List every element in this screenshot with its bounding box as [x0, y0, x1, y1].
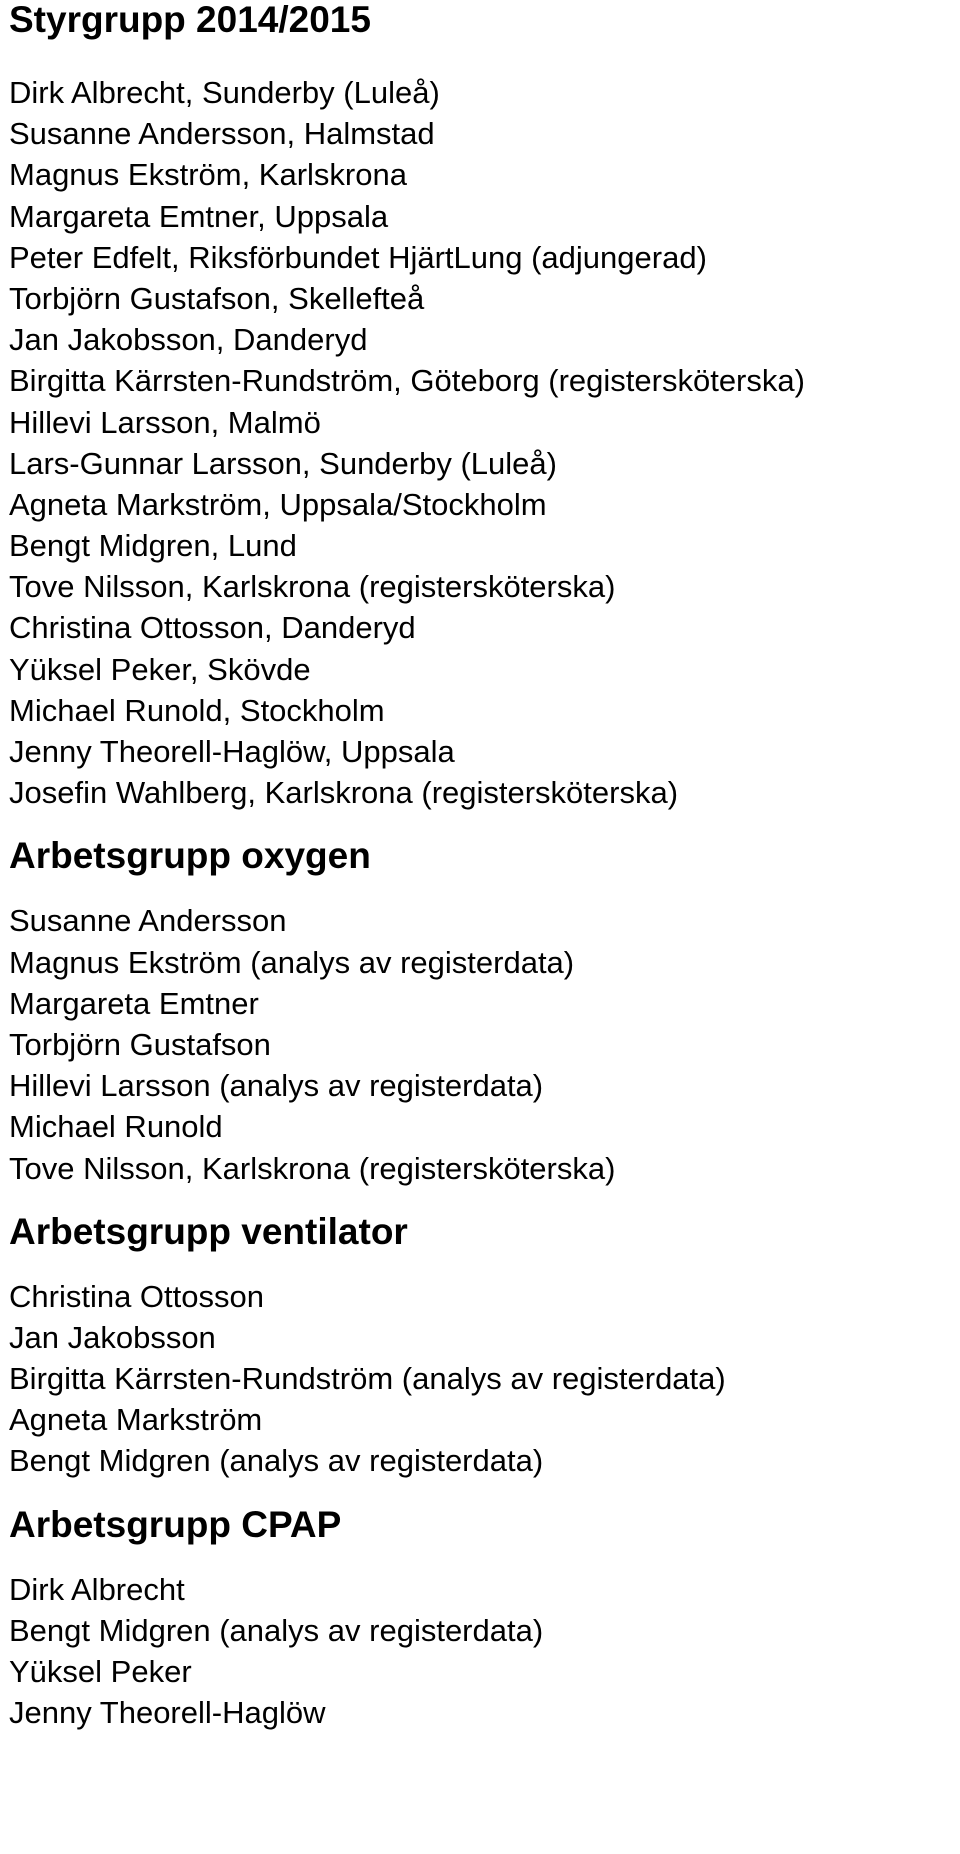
list-item: Bengt Midgren (analys av registerdata) [9, 1612, 544, 1648]
list-item: Jan Jakobsson [9, 1319, 216, 1355]
list-item: Jenny Theorell-Haglöw [9, 1695, 326, 1731]
section-title-cpap: Arbetsgrupp CPAP [9, 1503, 342, 1545]
list-item: Birgitta Kärrsten-Rundström (analys av registerdata) [9, 1361, 726, 1397]
spacer [9, 1189, 954, 1213]
list-item: Torbjörn Gustafson [9, 1026, 271, 1062]
cpap-member-list [9, 1569, 954, 1734]
list-item: Agneta Markström [9, 1402, 263, 1438]
section-title-oxygen: Arbetsgrupp oxygen [9, 835, 371, 877]
spacer [9, 1482, 954, 1506]
list-item: Lars-Gunnar Larsson, Sunderby (Luleå) [9, 445, 557, 481]
document-page [9, 0, 954, 1733]
list-item: Margareta Emtner [9, 985, 259, 1021]
list-item: Magnus Ekström, Karlskrona [9, 157, 407, 193]
list-item: Hillevi Larsson, Malmö [9, 404, 321, 440]
spacer [9, 42, 954, 72]
list-item: Birgitta Kärrsten-Rundström, Göteborg (registersköterska) [9, 363, 805, 399]
list-item: Bengt Midgren (analys av registerdata) [9, 1443, 544, 1479]
spacer [9, 874, 954, 900]
section-title-styrgrupp: Styrgrupp 2014/2015 [9, 0, 371, 40]
spacer [9, 813, 954, 837]
list-item: Jan Jakobsson, Danderyd [9, 322, 368, 358]
list-item: Dirk Albrecht, Sunderby (Luleå) [9, 75, 440, 110]
list-item: Magnus Ekström (analys av registerdata) [9, 944, 575, 980]
spacer [9, 1250, 954, 1276]
list-item: Josefin Wahlberg, Karlskrona (registersköterska) [9, 775, 679, 811]
list-item: Christina Ottosson [9, 1278, 264, 1314]
spacer [9, 1543, 954, 1569]
list-item: Michael Runold [9, 1109, 223, 1145]
list-item: Michael Runold, Stockholm [9, 692, 385, 728]
list-item: Susanne Andersson, Halmstad [9, 116, 435, 152]
styrgrupp-member-list [9, 72, 954, 813]
list-item: Dirk Albrecht [9, 1571, 185, 1607]
ventilator-member-list [9, 1276, 954, 1482]
list-item: Bengt Midgren, Lund [9, 528, 297, 564]
list-item: Yüksel Peker, Skövde [9, 651, 311, 687]
list-item: Christina Ottosson, Danderyd [9, 610, 416, 646]
list-item: Jenny Theorell-Haglöw, Uppsala [9, 734, 455, 769]
oxygen-member-list [9, 900, 954, 1188]
list-item: Tove Nilsson, Karlskrona (registersköterska) [9, 1150, 616, 1186]
list-item: Margareta Emtner, Uppsala [9, 198, 389, 234]
section-title-ventilator: Arbetsgrupp ventilator [9, 1210, 408, 1252]
list-item: Yüksel Peker [9, 1654, 192, 1689]
list-item: Tove Nilsson, Karlskrona (registersköterska) [9, 569, 616, 605]
list-item: Peter Edfelt, Riksförbundet HjärtLung (adjungerad) [9, 239, 707, 275]
list-item: Torbjörn Gustafson, Skellefteå [9, 280, 425, 316]
list-item: Hillevi Larsson (analys av registerdata) [9, 1068, 544, 1104]
list-item: Agneta Markström, Uppsala/Stockholm [9, 486, 547, 522]
list-item: Susanne Andersson [9, 903, 287, 939]
